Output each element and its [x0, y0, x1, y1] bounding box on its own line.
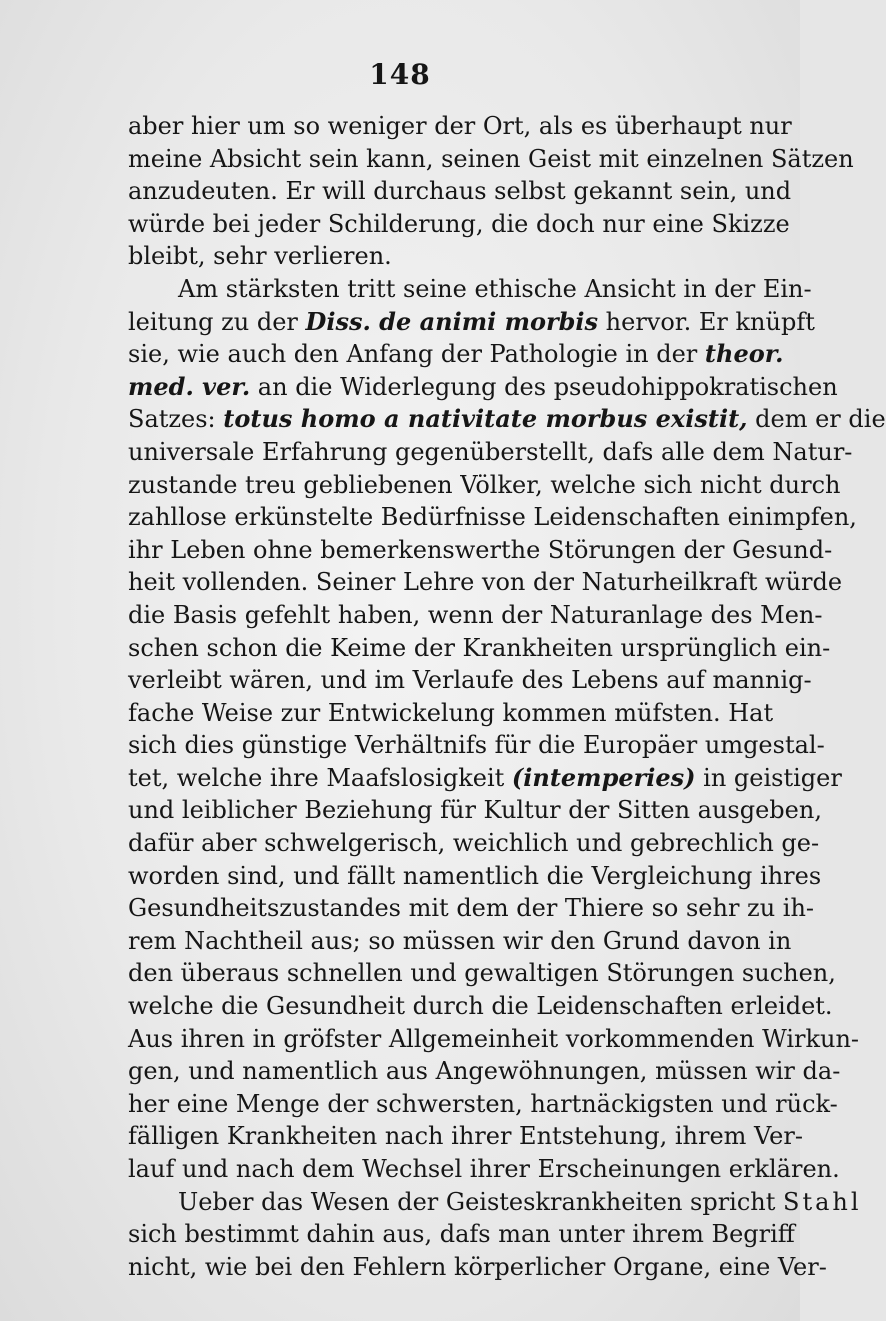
text-segment: universale Erfahrung gegenüberstellt, dafs alle dem Natur-: [128, 437, 853, 466]
text-segment: sich dies günstige Verhältnifs für die Europäer umgestal-: [128, 731, 825, 760]
text-line: [128, 729, 825, 762]
text-line: [128, 143, 854, 176]
page-number: 148: [369, 58, 431, 91]
text-line: [128, 469, 841, 502]
text-line: [128, 175, 792, 208]
text-segment: bleibt, sehr verlieren.: [128, 242, 392, 271]
text-line: [128, 371, 838, 404]
text-line: [128, 1055, 841, 1088]
spaced-name: Stahl: [783, 1187, 862, 1216]
text-segment: den überaus schnellen und gewaltigen Störungen suchen,: [128, 959, 836, 988]
text-line: [128, 534, 833, 567]
text-segment: die Basis gefehlt haben, wenn der Naturanlage des Men-: [128, 600, 823, 629]
text-segment: Aus ihren in gröfster Allgemeinheit vorkommenden Wirkun-: [128, 1024, 860, 1053]
text-segment: sich bestimmt dahin aus, dafs man unter ihrem Begriff: [128, 1220, 795, 1249]
text-segment: sie, wie auch den Anfang der Pathologie in der: [128, 340, 705, 369]
text-line: [128, 1153, 840, 1186]
text-line: [128, 827, 820, 860]
text-line: [128, 1023, 860, 1056]
text-segment: zustande treu gebliebenen Völker, welche sich nicht durch: [128, 470, 841, 499]
text-segment: fälligen Krankheiten nach ihrer Entstehung, ihrem Ver-: [128, 1122, 803, 1151]
text-line: [128, 762, 842, 795]
text-segment: tet, welche ihre Maafslosigkeit: [128, 763, 512, 792]
text-segment: Ueber das Wesen der Geisteskrankheiten spricht: [178, 1187, 784, 1216]
text-line: [128, 110, 792, 143]
text-line: [128, 632, 831, 665]
text-segment: verleibt wären, und im Verlaufe des Lebens auf mannig-: [128, 666, 812, 695]
emphasis-text: totus homo a nativitate morbus existit,: [223, 404, 748, 434]
text-segment: würde bei jeder Schilderung, die doch nur eine Skizze: [128, 209, 790, 238]
text-segment: worden sind, und fällt namentlich die Vergleichung ihres: [128, 861, 822, 890]
text-segment: welche die Gesundheit durch die Leidenschaften erleidet.: [128, 992, 833, 1021]
text-segment: anzudeuten. Er will durchaus selbst gekannt sein, und: [128, 177, 792, 206]
text-segment: ihr Leben ohne bemerkenswerthe Störungen der Gesund-: [128, 535, 833, 564]
text-line: [128, 338, 784, 371]
text-line: [128, 1186, 862, 1219]
text-segment: hervor. Er knüpft: [598, 307, 815, 336]
text-line: [128, 664, 812, 697]
body-text: [128, 110, 886, 1283]
text-segment: Am stärksten tritt seine ethische Ansicht in der Ein-: [178, 274, 812, 303]
text-segment: nicht, wie bei den Fehlern körperlicher Organe, eine Ver-: [128, 1252, 827, 1281]
text-segment: lauf und nach dem Wechsel ihrer Erscheinungen erklären.: [128, 1155, 840, 1183]
text-line: [128, 1218, 795, 1251]
text-segment: dafür aber schwelgerisch, weichlich und gebrechlich ge-: [128, 829, 820, 858]
text-line: [128, 566, 843, 599]
text-segment: Satzes:: [128, 405, 224, 434]
text-segment: aber hier um so weniger der Ort, als es überhaupt nur: [128, 112, 792, 140]
text-segment: her eine Menge der schwersten, hartnäckigsten und rück-: [128, 1089, 838, 1118]
text-line: [128, 697, 774, 730]
text-line: [128, 957, 836, 990]
text-line: [128, 892, 815, 925]
text-line: [128, 208, 790, 241]
text-line: [128, 501, 857, 534]
text-line: [128, 306, 815, 339]
text-line: [128, 794, 822, 827]
text-line: [128, 240, 766, 273]
text-segment: rem Nachtheil aus; so müssen wir den Grund davon in: [128, 926, 792, 955]
text-segment: Gesundheitszustandes mit dem der Thiere so sehr zu ih-: [128, 894, 815, 923]
text-segment: meine Absicht sein kann, seinen Geist mit einzelnen Sätzen: [128, 144, 854, 173]
text-line: [128, 860, 822, 893]
text-line: [128, 1120, 803, 1153]
text-line: [128, 273, 812, 306]
text-line: [128, 925, 792, 958]
text-segment: an die Widerlegung des pseudohippokratischen: [250, 372, 838, 401]
text-line: [128, 1088, 838, 1121]
emphasis-text: Diss. de animi morbis: [305, 306, 599, 336]
text-segment: schen schon die Keime der Krankheiten ursprünglich ein-: [128, 633, 831, 662]
text-line: [128, 403, 886, 436]
emphasis-text: (intemperies): [511, 762, 696, 792]
text-line: [128, 599, 823, 632]
text-line: [128, 990, 833, 1023]
text-line: [128, 436, 853, 469]
emphasis-text: theor.: [704, 339, 784, 369]
text-line: [128, 1251, 827, 1284]
text-segment: fache Weise zur Entwickelung kommen müfsten. Hat: [128, 698, 774, 727]
text-segment: dem er die: [747, 405, 886, 434]
text-segment: gen, und namentlich aus Angewöhnungen, müssen wir da-: [128, 1057, 841, 1086]
text-segment: leitung zu der: [128, 307, 306, 336]
text-segment: heit vollenden. Seiner Lehre von der Naturheilkraft würde: [128, 568, 843, 597]
text-segment: und leiblicher Beziehung für Kultur der Sitten ausgeben,: [128, 796, 822, 825]
emphasis-text: med. ver.: [128, 371, 251, 401]
text-segment: zahllose erkünstelte Bedürfnisse Leidenschaften einimpfen,: [128, 503, 857, 532]
text-segment: in geistiger: [695, 763, 842, 792]
